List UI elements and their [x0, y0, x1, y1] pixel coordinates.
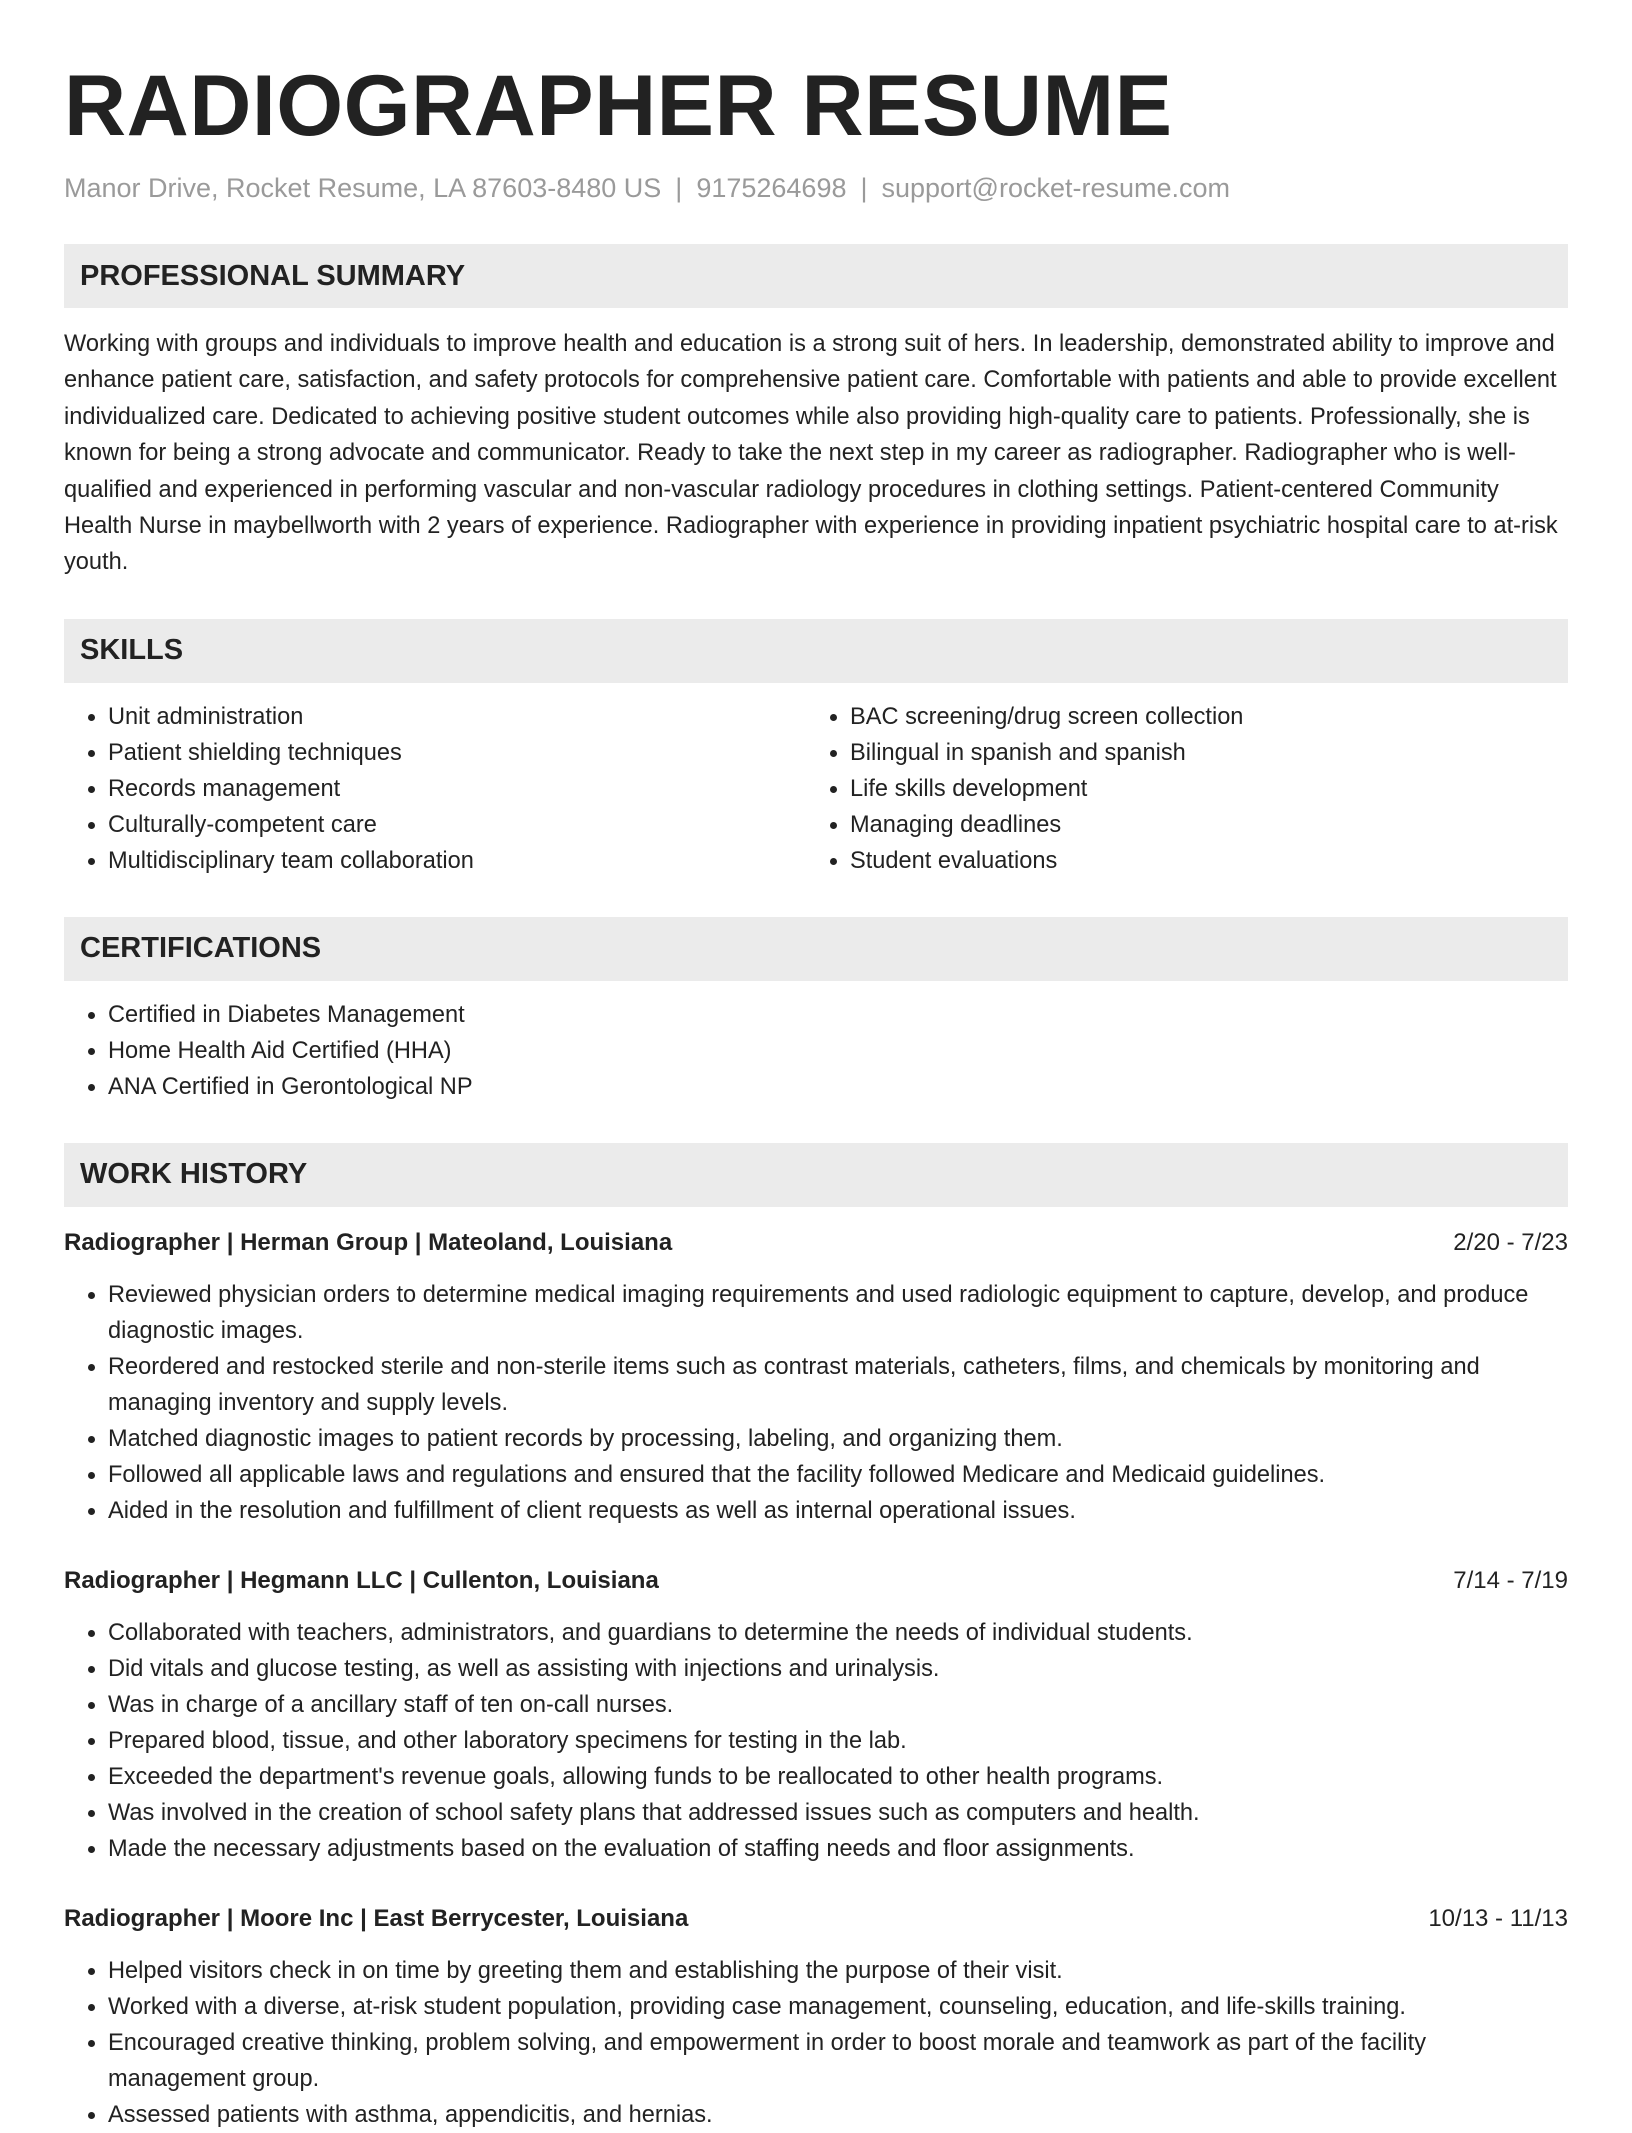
- job-bullet: • Collaborated with teachers, administrators, and guardians to determine the needs of individual students.: [108, 1615, 1568, 1651]
- job-bullet: • Worked with a diverse, at-risk student population, providing case management, counseling, education, and life-skills training.: [108, 1989, 1568, 2025]
- job-bullet: • Exceeded the department's revenue goals, allowing funds to be reallocated to other health programs.: [108, 1759, 1568, 1795]
- job-bullet-list: [64, 1615, 1568, 1867]
- contact-line: [64, 170, 1568, 206]
- section-heading-work-history: WORK HISTORY: [64, 1143, 1568, 1207]
- skill-item: • Culturally-competent care: [108, 807, 806, 843]
- job-title: Radiographer | Moore Inc | East Berrycester, Louisiana: [64, 1904, 689, 1932]
- job-header: [64, 1225, 1568, 1261]
- job-bullet: • Matched diagnostic images to patient records by processing, labeling, and organizing them.: [108, 1421, 1568, 1457]
- job-bullet: • Aided in the resolution and fulfillment of client requests as well as internal operational issues.: [108, 1493, 1568, 1529]
- section-heading-skills: SKILLS: [64, 619, 1568, 683]
- job-bullet: • Prepared blood, tissue, and other laboratory specimens for testing in the lab.: [108, 1723, 1568, 1759]
- skills-column-right: [806, 699, 1548, 879]
- certifications-list: [64, 997, 1568, 1105]
- job-bullet: • Did vitals and glucose testing, as well as assisting with injections and urinalysis.: [108, 1651, 1568, 1687]
- skill-item: • Unit administration: [108, 699, 806, 735]
- skill-item: • Life skills development: [850, 771, 1548, 807]
- job-bullet-list: [64, 1953, 1568, 2133]
- job-entry: [64, 1563, 1568, 1867]
- skill-item: • Bilingual in spanish and spanish: [850, 735, 1548, 771]
- section-heading-certifications: CERTIFICATIONS: [64, 917, 1568, 981]
- job-title: Radiographer | Herman Group | Mateoland, Louisiana: [64, 1228, 673, 1256]
- job-bullet: • Made the necessary adjustments based on the evaluation of staffing needs and floor assignments.: [108, 1831, 1568, 1867]
- job-bullet: • Was in charge of a ancillary staff of ten on-call nurses.: [108, 1687, 1568, 1723]
- summary-text: Working with groups and individuals to improve health and education is a strong suit of hers. In leadership, demonstrated ability to improve and enhance patient care, satisfaction, and safety protocols for comprehensive patient care. Comfortable with patients and able to provide excellent individualized care. Dedicated to achieving positive student outcomes while also providing high-quality care to patients. Professionally, she is known for being a strong advocate and communicator. Ready to take the next step in my career as radiographer. Radiographer who is well-qualified and experienced in performing vascular and non-vascular radiology procedures in clothing settings. Patient-centered Community Health Nurse in maybellworth with 2 years of experience. Radiographer with experience in providing inpatient psychiatric hospital care to at-risk youth.: [64, 331, 1558, 576]
- job-header: [64, 1563, 1568, 1599]
- job-entry: [64, 1225, 1568, 1529]
- contact-separator: |: [860, 173, 868, 203]
- contact-email[interactable]: support@rocket-resume.com: [881, 173, 1231, 203]
- contact-address: Manor Drive, Rocket Resume, LA 87603-8480 US: [64, 173, 662, 203]
- job-bullet: • Helped visitors check in on time by greeting them and establishing the purpose of their visit.: [108, 1953, 1568, 1989]
- skill-item: • Patient shielding techniques: [108, 735, 806, 771]
- certification-item: • Home Health Aid Certified (HHA): [108, 1033, 1568, 1069]
- skills-column-left: [64, 699, 806, 879]
- job-dates: 2/20 - 7/23: [1453, 1228, 1568, 1256]
- skill-item: • BAC screening/drug screen collection: [850, 699, 1548, 735]
- job-bullet: • Encouraged creative thinking, problem solving, and empowerment in order to boost morale and teamwork as part of the facility management group.: [108, 2025, 1568, 2097]
- skills-list-left: [64, 699, 806, 879]
- skill-item: • Records management: [108, 771, 806, 807]
- certification-item: • Certified in Diabetes Management: [108, 997, 1568, 1033]
- skill-item: • Student evaluations: [850, 843, 1548, 879]
- skills-list-right: [806, 699, 1548, 879]
- skill-item: • Multidisciplinary team collaboration: [108, 843, 806, 879]
- resume-title: RADIOGRAPHER RESUME: [64, 58, 1173, 154]
- job-title: Radiographer | Hegmann LLC | Cullenton, Louisiana: [64, 1566, 659, 1594]
- job-dates: 7/14 - 7/19: [1453, 1566, 1568, 1594]
- section-heading-summary: PROFESSIONAL SUMMARY: [64, 244, 1568, 308]
- job-dates: 10/13 - 11/13: [1428, 1904, 1568, 1932]
- contact-separator: |: [675, 173, 683, 203]
- job-bullet: • Followed all applicable laws and regulations and ensured that the facility followed Medicare and Medicaid guidelines.: [108, 1457, 1568, 1493]
- certification-item: • ANA Certified in Gerontological NP: [108, 1069, 1568, 1105]
- job-bullet: • Reordered and restocked sterile and non-sterile items such as contrast materials, catheters, films, and chemicals by monitoring and managing inventory and supply levels.: [108, 1349, 1568, 1421]
- job-bullet: • Reviewed physician orders to determine medical imaging requirements and used radiologic equipment to capture, develop, and produce diagnostic images.: [108, 1277, 1568, 1349]
- job-header: [64, 1901, 1568, 1937]
- job-entry: [64, 1901, 1568, 2133]
- skills-grid: [64, 699, 1568, 879]
- job-bullet: • Assessed patients with asthma, appendicitis, and hernias.: [108, 2097, 1568, 2133]
- job-bullet-list: [64, 1277, 1568, 1529]
- skill-item: • Managing deadlines: [850, 807, 1548, 843]
- contact-phone[interactable]: 9175264698: [696, 173, 847, 203]
- job-bullet: • Was involved in the creation of school safety plans that addressed issues such as computers and health.: [108, 1795, 1568, 1831]
